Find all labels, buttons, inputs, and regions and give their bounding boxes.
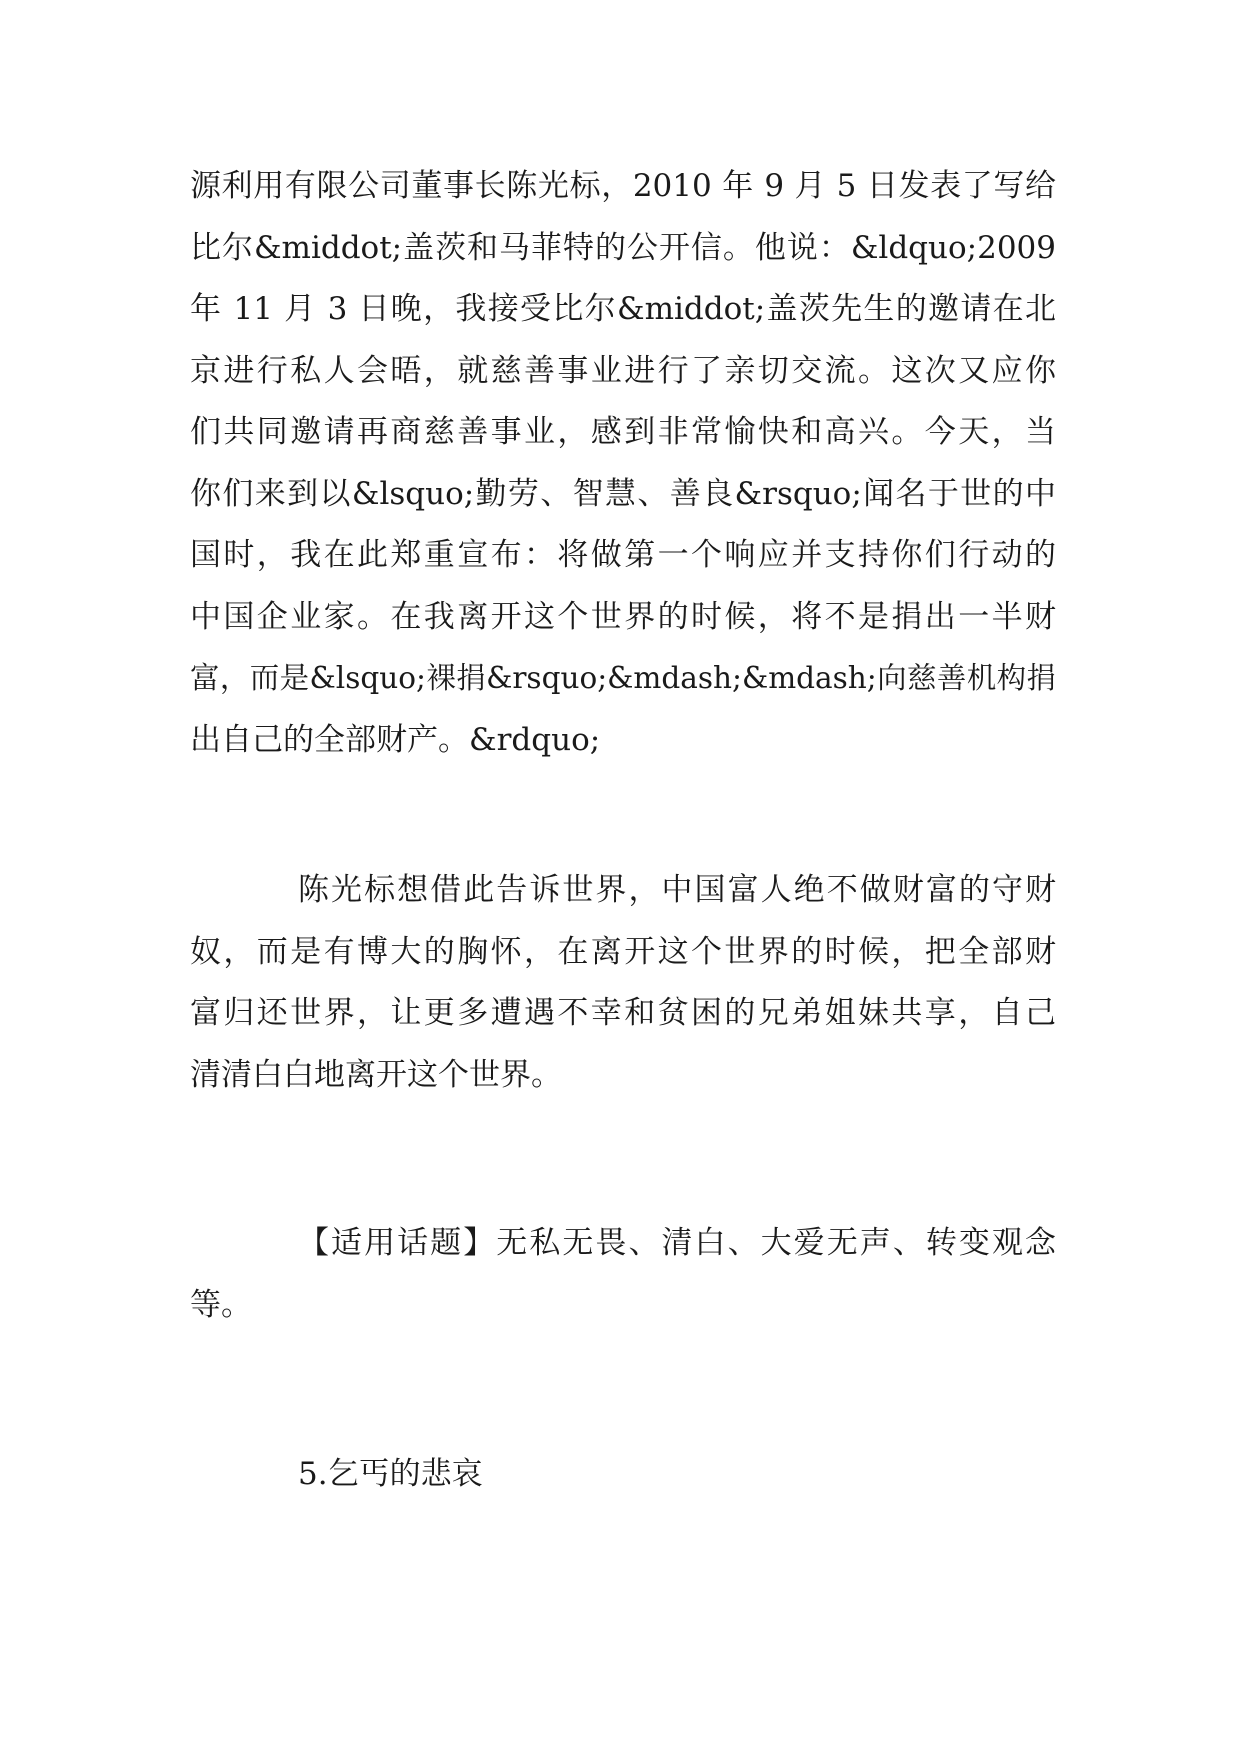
text-line: 等。 bbox=[190, 1286, 252, 1323]
heading-text: 5.乞丐的悲哀 bbox=[298, 1456, 483, 1492]
text-line: 你们来到以&lsquo;勤劳、智慧、善良&rsquo;闻名于世的中 bbox=[190, 475, 1056, 512]
text-line: 京进行私人会晤，就慈善事业进行了亲切交流。这次又应你 bbox=[190, 352, 1056, 389]
section-heading bbox=[190, 1444, 1056, 1506]
text-line: 中国企业家。在我离开这个世界的时候，将不是捐出一半财 bbox=[190, 598, 1056, 635]
text-line: 陈光标想借此告诉世界，中国富人绝不做财富的守财 bbox=[298, 872, 1056, 908]
paragraph-applicable-topics bbox=[190, 1213, 1056, 1336]
text-line: 【适用话题】无私无畏、清白、大爱无声、转变观念 bbox=[298, 1225, 1056, 1261]
text-line: 富，而是&lsquo;裸捐&rsquo;&mdash;&mdash;向慈善机构捐 bbox=[190, 661, 1056, 695]
paragraph-open-letter bbox=[190, 156, 1056, 771]
text-line: 年 11 月 3 日晚，我接受比尔&middot;盖茨先生的邀请在北 bbox=[190, 291, 1056, 327]
text-line: 们共同邀请再商慈善事业，感到非常愉快和高兴。今天，当 bbox=[190, 414, 1056, 450]
paragraph-commentary bbox=[190, 860, 1056, 1106]
text-line: 比尔&middot;盖茨和马菲特的公开信。他说：&ldquo;2009 bbox=[190, 229, 1056, 266]
text-line: 出自己的全部财产。&rdquo; bbox=[190, 721, 601, 758]
text-line: 奴，而是有博大的胸怀，在离开这个世界的时候，把全部财 bbox=[190, 933, 1056, 970]
text-line: 国时，我在此郑重宣布：将做第一个响应并支持你们行动的 bbox=[190, 537, 1056, 573]
text-line: 源利用有限公司董事长陈光标，2010 年 9 月 5 日发表了写给 bbox=[190, 168, 1056, 204]
text-line: 清清白白地离开这个世界。 bbox=[190, 1056, 562, 1093]
text-line: 富归还世界，让更多遭遇不幸和贫困的兄弟姐妹共享，自己 bbox=[190, 995, 1056, 1031]
